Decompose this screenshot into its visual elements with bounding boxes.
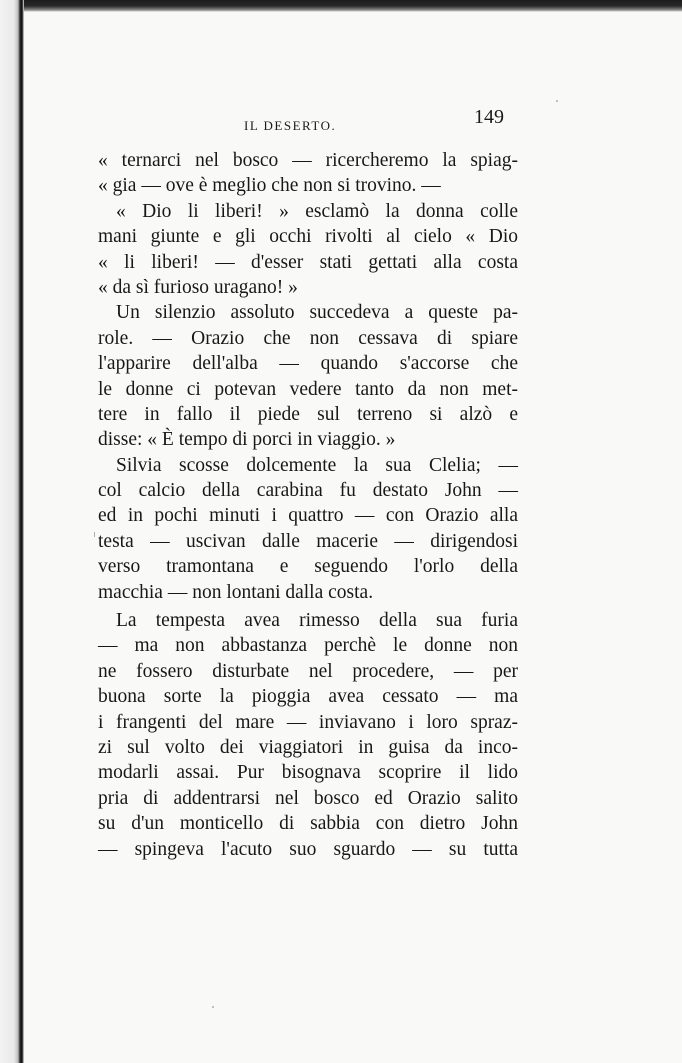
text-line: i frangenti del mare — inviavano i loro spraz- — [98, 711, 518, 733]
text-line: « da sì furioso uragano! » — [98, 276, 298, 298]
text-line: ed in pochi minuti i quattro — con Orazio alla — [98, 505, 518, 527]
page-number: 149 — [474, 106, 504, 128]
text-line: role. — Orazio che non cessava di spiare — [98, 327, 518, 349]
text-line: ne fossero disturbate nel procedere, — per — [98, 660, 518, 682]
text-line: mani giunte e gli occhi rivolti al cielo « Dio — [98, 226, 518, 248]
text-line: La tempesta avea rimesso della sua furia — [116, 610, 518, 632]
text-line: verso tramontana e seguendo l'orlo della — [98, 556, 518, 578]
text-line: su d'un monticello di sabbia con dietro John — [98, 813, 518, 835]
text-line: l'apparire dell'alba — quando s'accorse che — [98, 353, 518, 375]
page-top-edge — [0, 0, 682, 12]
text-line: zi sul volto dei viaggiatori in guisa da inco- — [98, 736, 518, 758]
text-line: tere in fallo il piede sul terreno si alzò e — [98, 403, 518, 425]
running-head: IL DESERTO. — [244, 118, 337, 133]
text-line: buona sorte la pioggia avea cessato — ma — [98, 686, 518, 708]
text-line: « li liberi! — d'esser stati gettati alla costa — [98, 251, 518, 273]
body-text — [98, 148, 518, 862]
text-line: testa — uscivan dalle macerie — dirigendosi — [98, 530, 518, 552]
text-line: — spingeva l'acuto suo sguardo — su tutta — [98, 838, 518, 860]
paper-speck — [556, 100, 558, 102]
text-line: « ternarci nel bosco — ricercheremo la spiag- — [98, 150, 518, 171]
text-line: col calcio della carabina fu destato John — — [98, 480, 518, 502]
text-line: — ma non abbastanza perchè le donne non — [98, 635, 518, 657]
text-line: « Dio li liberi! » esclamò la donna colle — [116, 200, 518, 222]
paper-speck — [94, 532, 95, 537]
text-line: « gia — ove è meglio che non si trovino. — — [98, 175, 441, 197]
text-line: le donne ci potevan vedere tanto da non met- — [98, 378, 518, 400]
text-line: Un silenzio assoluto succedeva a queste pa- — [116, 302, 518, 324]
text-line: disse: « È tempo di porci in viaggio. » — [98, 429, 396, 451]
text-line: macchia — non lontani dalla costa. — [98, 581, 374, 603]
text-line: pria di addentrarsi nel bosco ed Orazio salito — [98, 787, 518, 809]
page-header — [0, 106, 682, 134]
book-binding-gutter — [0, 0, 24, 1063]
text-line: modarli assai. Pur bisognava scoprire il lido — [98, 762, 518, 784]
paper-speck — [212, 1006, 214, 1008]
text-line: Silvia scosse dolcemente la sua Clelia; — — [116, 454, 518, 476]
